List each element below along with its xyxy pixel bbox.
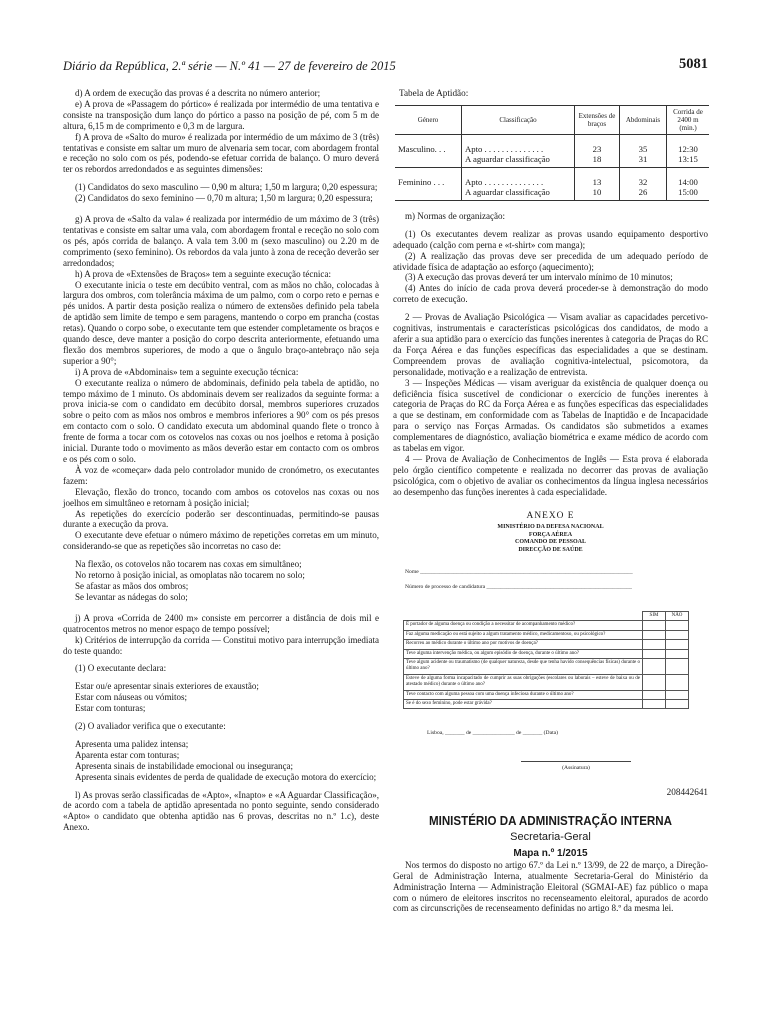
cell-classification: A aguardar classificação: [462, 187, 575, 201]
annex-air-force: FORÇA AÉREA: [528, 531, 573, 538]
paragraph-g: g) A prova de «Salto da vala» é realizada por intermédio de um máximo de 3 (três) tentativas e consiste em saltar uma vala, com abordagem frontal e receção no solo com os pés, após corrida de balanço. A vala tem 3.00 m (sexo masculino) ou 2.20 m de comprimento (sexo feminino). Os rebordos da vala junto à zona de receção deverão ser arredondados;: [63, 214, 379, 268]
dimension-male: (1) Candidatos do sexo masculino — 0,90 m altura; 1,50 m largura; 0,20 espessura;: [75, 182, 378, 193]
no-checkbox: [666, 699, 689, 708]
paragraph-f: f) A prova de «Salto do muro» é realizada por intermédio de um máximo de 3 (três) tentativas e consiste em saltar um muro de alvenaria sem tocar, com abordagem frontal e receção no solo com os pés, podendo-se efetuar corrida de balanço. O muro deverá ter os rebordos arredondados e as seguintes dimensões:: [63, 131, 379, 175]
questionnaire-header: [404, 611, 689, 620]
paragraph-k: k) Critérios de interrupção da corrida — Constitui motivo para interrupção imediata do teste quando:: [63, 634, 379, 656]
name-field: Nome ____________________________________________________________________________: [405, 569, 633, 576]
cell-pushups: 13: [575, 167, 620, 187]
question-row: [404, 640, 689, 649]
paragraph-h: h) A prova de «Extensões de Braços» tem a seguinte execução técnica:: [75, 268, 331, 279]
exhaustion-item: Estar ou/e apresentar sinais exteriores de exaustão;: [75, 681, 259, 692]
cell-gender: Masculino. . .: [398, 143, 446, 154]
evaluator-verifies: (2) O avaliador verifica que o executante:: [75, 721, 226, 732]
no-checkbox: [666, 658, 689, 674]
question-text: Teve contacto com alguma pessoa com uma doença infeciosa durante o último ano?: [404, 690, 643, 699]
cell-gender: [395, 154, 462, 168]
pallor-item: Apresenta uma palidez intensa;: [75, 738, 189, 749]
table-row: [395, 187, 709, 201]
yes-checkbox: [643, 690, 666, 699]
ministry-title: MINISTÉRIO DA ADMINISTRAÇÃO INTERNA: [428, 814, 673, 829]
question-row: [404, 699, 689, 708]
cell-pushups: 18: [575, 154, 620, 168]
yes-checkbox: [643, 674, 666, 690]
table-header-row: [395, 105, 709, 134]
question-text: Esteve de alguma forma incapacitado de cumprir as suas obrigações (escolares ou laborais – esteve de baixa ou de atestado médico) durante o último ano?: [404, 674, 643, 690]
section-2-psychological: 2 — Provas de Avaliação Psicológica — Visam avaliar as capacidades percetivo-cognitivas, instrumentais e características psicológicas dos candidatos, de modo a aferir a sua aptidão para o exercício das funções inerentes à categoria de Praças do RC da Força Aérea e das funções específicas das especialidades a que se destinam. Compreendem provas de avaliação cognitiva-intelectual, psicomotora, da personalidade, motivação e a realização de entrevista.: [393, 312, 708, 377]
executant-declares: (1) O executante declara:: [75, 663, 167, 674]
paragraph-e: e) A prova de «Passagem do pórtico» é realizada por intermédio de uma tentativa e consiste na transposição dum lanço do pórtico a passo na posição de pé, com 5 m de altura, 6,15 m de comprimento e 0,3 m de largura.: [63, 98, 379, 131]
paragraph-i: i) A prova de «Abdominais» tem a seguinte execução técnica:: [75, 366, 299, 377]
cell-situps: 31: [620, 154, 667, 168]
annex-header: [393, 524, 708, 554]
section-4-english: 4 — Prova de Avaliação de Conhecimentos de Inglês — Esta prova é elaborada pelo órgão científico competente e realizada no decorrer das provas de avaliação psicológica, com o objetivo de avaliar os conhecimentos da língua inglesa necessários ao desempenho das funções inerentes à cada especialidade.: [393, 453, 708, 497]
elevation-text: Elevação, flexão do tronco, tocando com ambos os cotovelos nas coxas ou nos joelhos em simultâneo e retornam à posição inicial;: [63, 486, 379, 508]
incorrect-case-2: No retorno à posição inicial, as omoplatas não tocarem no solo;: [75, 570, 305, 581]
ministry-subtitle: Secretaria-Geral: [510, 831, 591, 843]
annex-e: [393, 511, 708, 555]
publication-title: Diário da República, 2.ª série — N.º 41 — 27 de fevereiro de 2015: [63, 59, 396, 73]
aptitude-table: [395, 105, 709, 201]
yes-checkbox: [643, 649, 666, 658]
header-gender: Género: [395, 105, 462, 134]
question-text: Teve algum acidente ou traumatismo (de qualquer natureza, desde que tenha havido consequências físicas) durante o último ano?: [404, 658, 643, 674]
paragraph-j: j) A prova «Corrida de 2400 m» consiste em percorrer a distância de dois mil e quatrocentos metros no menor espaço de tempo possível;: [63, 612, 379, 634]
paragraph-l: l) As provas serão classificadas de «Apto», «Inapto» e «A Aguardar Classificação», de acordo com a tabela de aptidão apresentada no ponto seguinte, sendo considerado «Apto» o candidato que obtenha aptidão nas 6 provas, descritas no n.º 1.c), deste Anexo.: [63, 789, 379, 833]
question-row: [404, 621, 689, 630]
header-pushups: Extensões de braços: [575, 105, 620, 134]
annex-command: COMANDO DE PESSOAL: [514, 539, 586, 546]
cell-run: 12:30: [667, 134, 710, 154]
no-checkbox: [666, 640, 689, 649]
no-checkbox: [666, 630, 689, 639]
appears-dizzy-item: Aparenta estar com tonturas;: [75, 749, 180, 760]
motor-quality-item: Apresenta sinais evidentes de perda de qualidade de execução motora do exercício;: [75, 771, 377, 782]
no-checkbox: [666, 690, 689, 699]
cell-run: 14:00: [667, 167, 710, 187]
push-up-technique: O executante inicia o teste em decúbito ventral, com as mãos no chão, colocadas à largura dos ombros, com tolerância máxima de um palmo, com o corpo reto e pernas e pés unidos. A partir desta posição realiza o número de extensões definido pela tabela de aptidão sem limite de tempo e sem paragens, mantendo o corpo em prancha (costas retas). Quando o corpo sobe, o executante tem que estender completamente os braços e quando desce, deve manter a posição do corpo descrita anteriormente, efetuando uma flexão dos membros superiores, de modo a que o ângulo braço-antebraço não seja superior a 90°;: [63, 279, 379, 366]
dizziness-item: Estar com tonturas;: [75, 703, 146, 714]
instability-item: Apresenta sinais de instabilidade emocional ou insegurança;: [75, 760, 294, 771]
right-column: [393, 88, 708, 914]
cell-classification: A aguardar classificação: [462, 154, 575, 168]
cell-run: 15:00: [667, 187, 710, 201]
signature-line: (Assinatura): [521, 761, 631, 774]
question-text: É portador de alguma doença ou condição a necessitar de acompanhamento médico?: [404, 621, 643, 630]
rule-4: (4) Antes do início de cada prova deverá proceder-se à demonstração do modo correto de execução.: [393, 283, 708, 305]
question-text: Teve alguma intervenção médica, ou algum episódio de doença, durante o último ano?: [404, 649, 643, 658]
cell-classification: Apto . . . . . . . . . . . . . .: [462, 134, 575, 154]
nausea-item: Estar com náuseas ou vómitos;: [75, 692, 188, 703]
question-text: Se é do sexo feminino, pode estar grávida?: [404, 699, 643, 708]
paragraph-m: m) Normas de organização:: [405, 210, 506, 221]
table-row: [395, 134, 709, 154]
left-column: [63, 88, 379, 833]
map-title: Mapa n.º 1/2015: [513, 847, 588, 859]
section-3-medical: 3 — Inspeções Médicas — visam averiguar da existência de qualquer doença ou deficiência física suscetível de condicionar o exercício de funções inerentes à categoria de Praças do RC da Força Aérea e as funções específicas das especialidades a que se destinam, em conformidade com as Tabelas de Inaptidão e de Incapacidade para o serviço nas Forças Armadas. Os candidatos são submetidos a exames complementares de diagnóstico, avaliação biométrica e exame médico de acordo com as tabelas em vigor.: [393, 377, 708, 454]
process-number-field: Número de processo de candidatura ____________________________________________________: [405, 584, 632, 590]
page-number: 5081: [679, 56, 708, 72]
page-header: [63, 56, 708, 76]
cell-situps: 35: [620, 134, 667, 154]
header-run: Corrida de 2400 m (min.): [667, 105, 710, 134]
dimension-female: (2) Candidatos do sexo feminino — 0,70 m altura; 1,50 m largura; 0,20 espessura;: [75, 193, 373, 204]
question-text: Faz alguma medicação ou está sujeito a algum tratamento médico, medicamentoso, ou psicológico?: [404, 630, 643, 639]
yes-checkbox: [643, 640, 666, 649]
question-row: [404, 690, 689, 699]
annex-title: ANEXO E: [526, 510, 575, 521]
no-header: NÃO: [666, 611, 689, 620]
table-row: [395, 167, 709, 187]
cell-gender: [395, 187, 462, 201]
no-checkbox: [666, 621, 689, 630]
pauses-text: As repetições do exercício poderão ser descontinuadas, permitindo-se pausas durante a execução da prova.: [63, 508, 379, 530]
rule-2: (2) A realização das provas deve ser precedida de um adequado período de atividade física de adaptação ao esforço (aquecimento);: [393, 250, 708, 272]
health-questionnaire: [403, 611, 689, 709]
cell-run: 13:15: [667, 154, 710, 168]
yes-checkbox: [643, 621, 666, 630]
table-row: [395, 154, 709, 168]
incorrect-case-1: Na flexão, os cotovelos não tocarem nas coxas em simultâneo;: [75, 559, 302, 570]
yes-header: SIM: [643, 611, 666, 620]
cell-pushups: 10: [575, 187, 620, 201]
max-repetitions-text: O executante deve efetuar o número máximo de repetições corretas em um minuto, considerando-se que as repetições são incorretas no caso de:: [63, 530, 379, 552]
rule-3: (3) A execução das provas deverá ter um intervalo mínimo de 10 minutos;: [405, 272, 673, 283]
incorrect-case-4: Se levantar as nádegas do solo;: [75, 591, 188, 602]
cell-situps: 32: [620, 167, 667, 187]
cell-situps: 26: [620, 187, 667, 201]
table-caption: Tabela de Aptidão:: [399, 88, 469, 98]
paragraph-d: d) A ordem de execução das provas é a descrita no número anterior;: [75, 88, 321, 98]
question-text: Recorreu ao médico durante o último ano por motivos de doença?: [404, 640, 643, 649]
start-command-text: À voz de «começar» dada pelo controlador munido de cronómetro, os executantes fazem:: [63, 464, 379, 486]
yes-checkbox: [643, 658, 666, 674]
ministry-paragraph: Nos termos do disposto no artigo 67.º da Lei n.º 13/99, de 22 de março, a Direção-Geral de Administração Interna, atualmente Secretaria-Geral do Ministério da Administração Interna — Administração Eleitoral (SGMAI-AE) faz público o mapa com o número de eleitores inscritos no recenseamento eleitoral, apurados de acordo com as circunscrições de recenseamento definidas no artigo 8.º da mesma lei.: [393, 859, 708, 914]
question-row: [404, 674, 689, 690]
yes-checkbox: [643, 699, 666, 708]
no-checkbox: [666, 674, 689, 690]
document-number: 208442641: [666, 787, 708, 798]
header-situps: Abdominais: [620, 105, 667, 134]
no-checkbox: [666, 649, 689, 658]
yes-checkbox: [643, 630, 666, 639]
question-row: [404, 630, 689, 639]
header-classification: Classificação: [462, 105, 575, 134]
question-row: [404, 658, 689, 674]
rule-1: (1) Os executantes devem realizar as provas usando equipamento desportivo adequado (calção com perna e «t-shirt» com manga);: [393, 228, 708, 250]
annex-direction: DIRECÇÃO DE SAÚDE: [518, 546, 583, 553]
annex-ministry: MINISTÉRIO DA DEFESA NACIONAL: [497, 524, 604, 531]
cell-classification: Apto . . . . . . . . . . . . . .: [462, 167, 575, 187]
incorrect-case-3: Se afastar as mãos dos ombros;: [75, 580, 189, 591]
cell-pushups: 23: [575, 134, 620, 154]
question-row: [404, 649, 689, 658]
date-line: Lisboa, _______ de _______________ de _______ (Data): [427, 730, 558, 737]
sit-up-technique: O executante realiza o número de abdominais, definido pela tabela de aptidão, no tempo máximo de 1 minuto. Os abdominais devem ser realizados da seguinte forma: a prova inicia-se com o candidato em decúbito dorsal, membros superiores cruzados sobre o peito com as mãos nos ombros e membros inferiores a 90° com os pés presos em contacto com o solo. O candidato executa um abdominal quando flete o tronco à frente de forma a tocar com os cotovelos nas coxas ou nos joelhos e retoma à posição inicial. Durante todo o movimento as mãos deverão estar em contacto com os ombros e os pés com o solo.: [63, 377, 379, 464]
cell-gender: Feminino . . .: [398, 176, 445, 187]
